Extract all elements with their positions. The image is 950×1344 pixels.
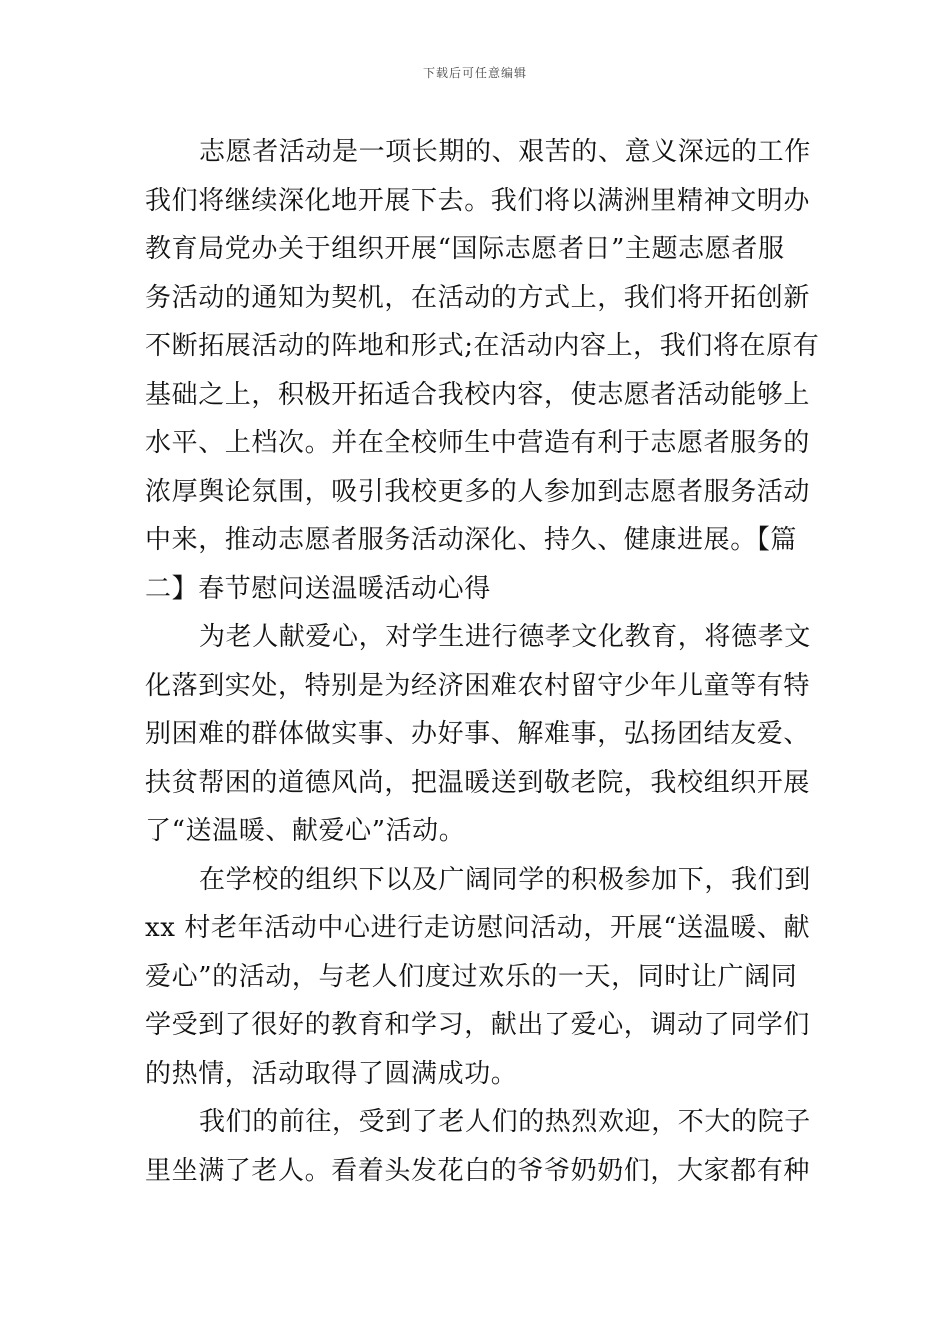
document-body <box>145 128 820 1195</box>
text-line: 学受到了很好的教育和学习，献出了爱心，调动了同学们 <box>145 1010 811 1040</box>
text-line: 了“送温暖、献爱心”活动。 <box>145 816 466 846</box>
text-line: 爱心”的活动，与老人们度过欢乐的一天，同时让广阔同 <box>145 961 798 992</box>
text-line: 二】春节慰问送温暖活动心得 <box>145 573 491 604</box>
text-line: 务活动的通知为契机，在活动的方式上，我们将开拓创新 <box>145 282 811 313</box>
text-line: 中来，推动志愿者服务活动深化、持久、健康进展。【篇 <box>145 525 798 555</box>
text-line: 的热情，活动取得了圆满成功。 <box>145 1058 518 1089</box>
text-line: 教育局党办关于组织开展“国际志愿者日”主题志愿者服 <box>145 234 785 264</box>
text-line: 里坐满了老人。看着头发花白的爷爷奶奶们，大家都有种 <box>145 1155 811 1186</box>
text-line: xx 村老年活动中心进行走访慰问活动，开展“送温暖、献 <box>145 913 811 943</box>
text-line: 扶贫帮困的道德风尚，把温暖送到敬老院，我校组织开展 <box>145 767 811 798</box>
header-note: 下载后可任意编辑 <box>422 66 527 80</box>
text-line: 别困难的群体做实事、办好事、解难事，弘扬团结友爱、 <box>145 719 811 749</box>
text-line: 在学校的组织下以及广阔同学的积极参加下，我们到 <box>199 864 811 895</box>
text-line: 化落到实处，特别是为经济困难农村留守少年儿童等有特 <box>145 670 811 701</box>
text-line: 浓厚舆论氛围，吸引我校更多的人参加到志愿者服务活动 <box>145 476 811 507</box>
text-line: 基础之上，积极开拓适合我校内容，使志愿者活动能够上 <box>145 379 811 410</box>
text-line: 我们将继续深化地开展下去。我们将以满洲里精神文明办 <box>145 185 811 216</box>
text-line: 不断拓展活动的阵地和形式;在活动内容上，我们将在原有 <box>145 331 820 361</box>
text-line: 水平、上档次。并在全校师生中营造有利于志愿者服务的 <box>145 428 811 458</box>
text-line: 志愿者活动是一项长期的、艰苦的、意义深远的工作 <box>199 137 811 167</box>
text-line: 为老人献爱心，对学生进行德孝文化教育，将德孝文 <box>199 622 811 652</box>
text-line: 我们的前往，受到了老人们的热烈欢迎，不大的院子 <box>199 1107 811 1137</box>
